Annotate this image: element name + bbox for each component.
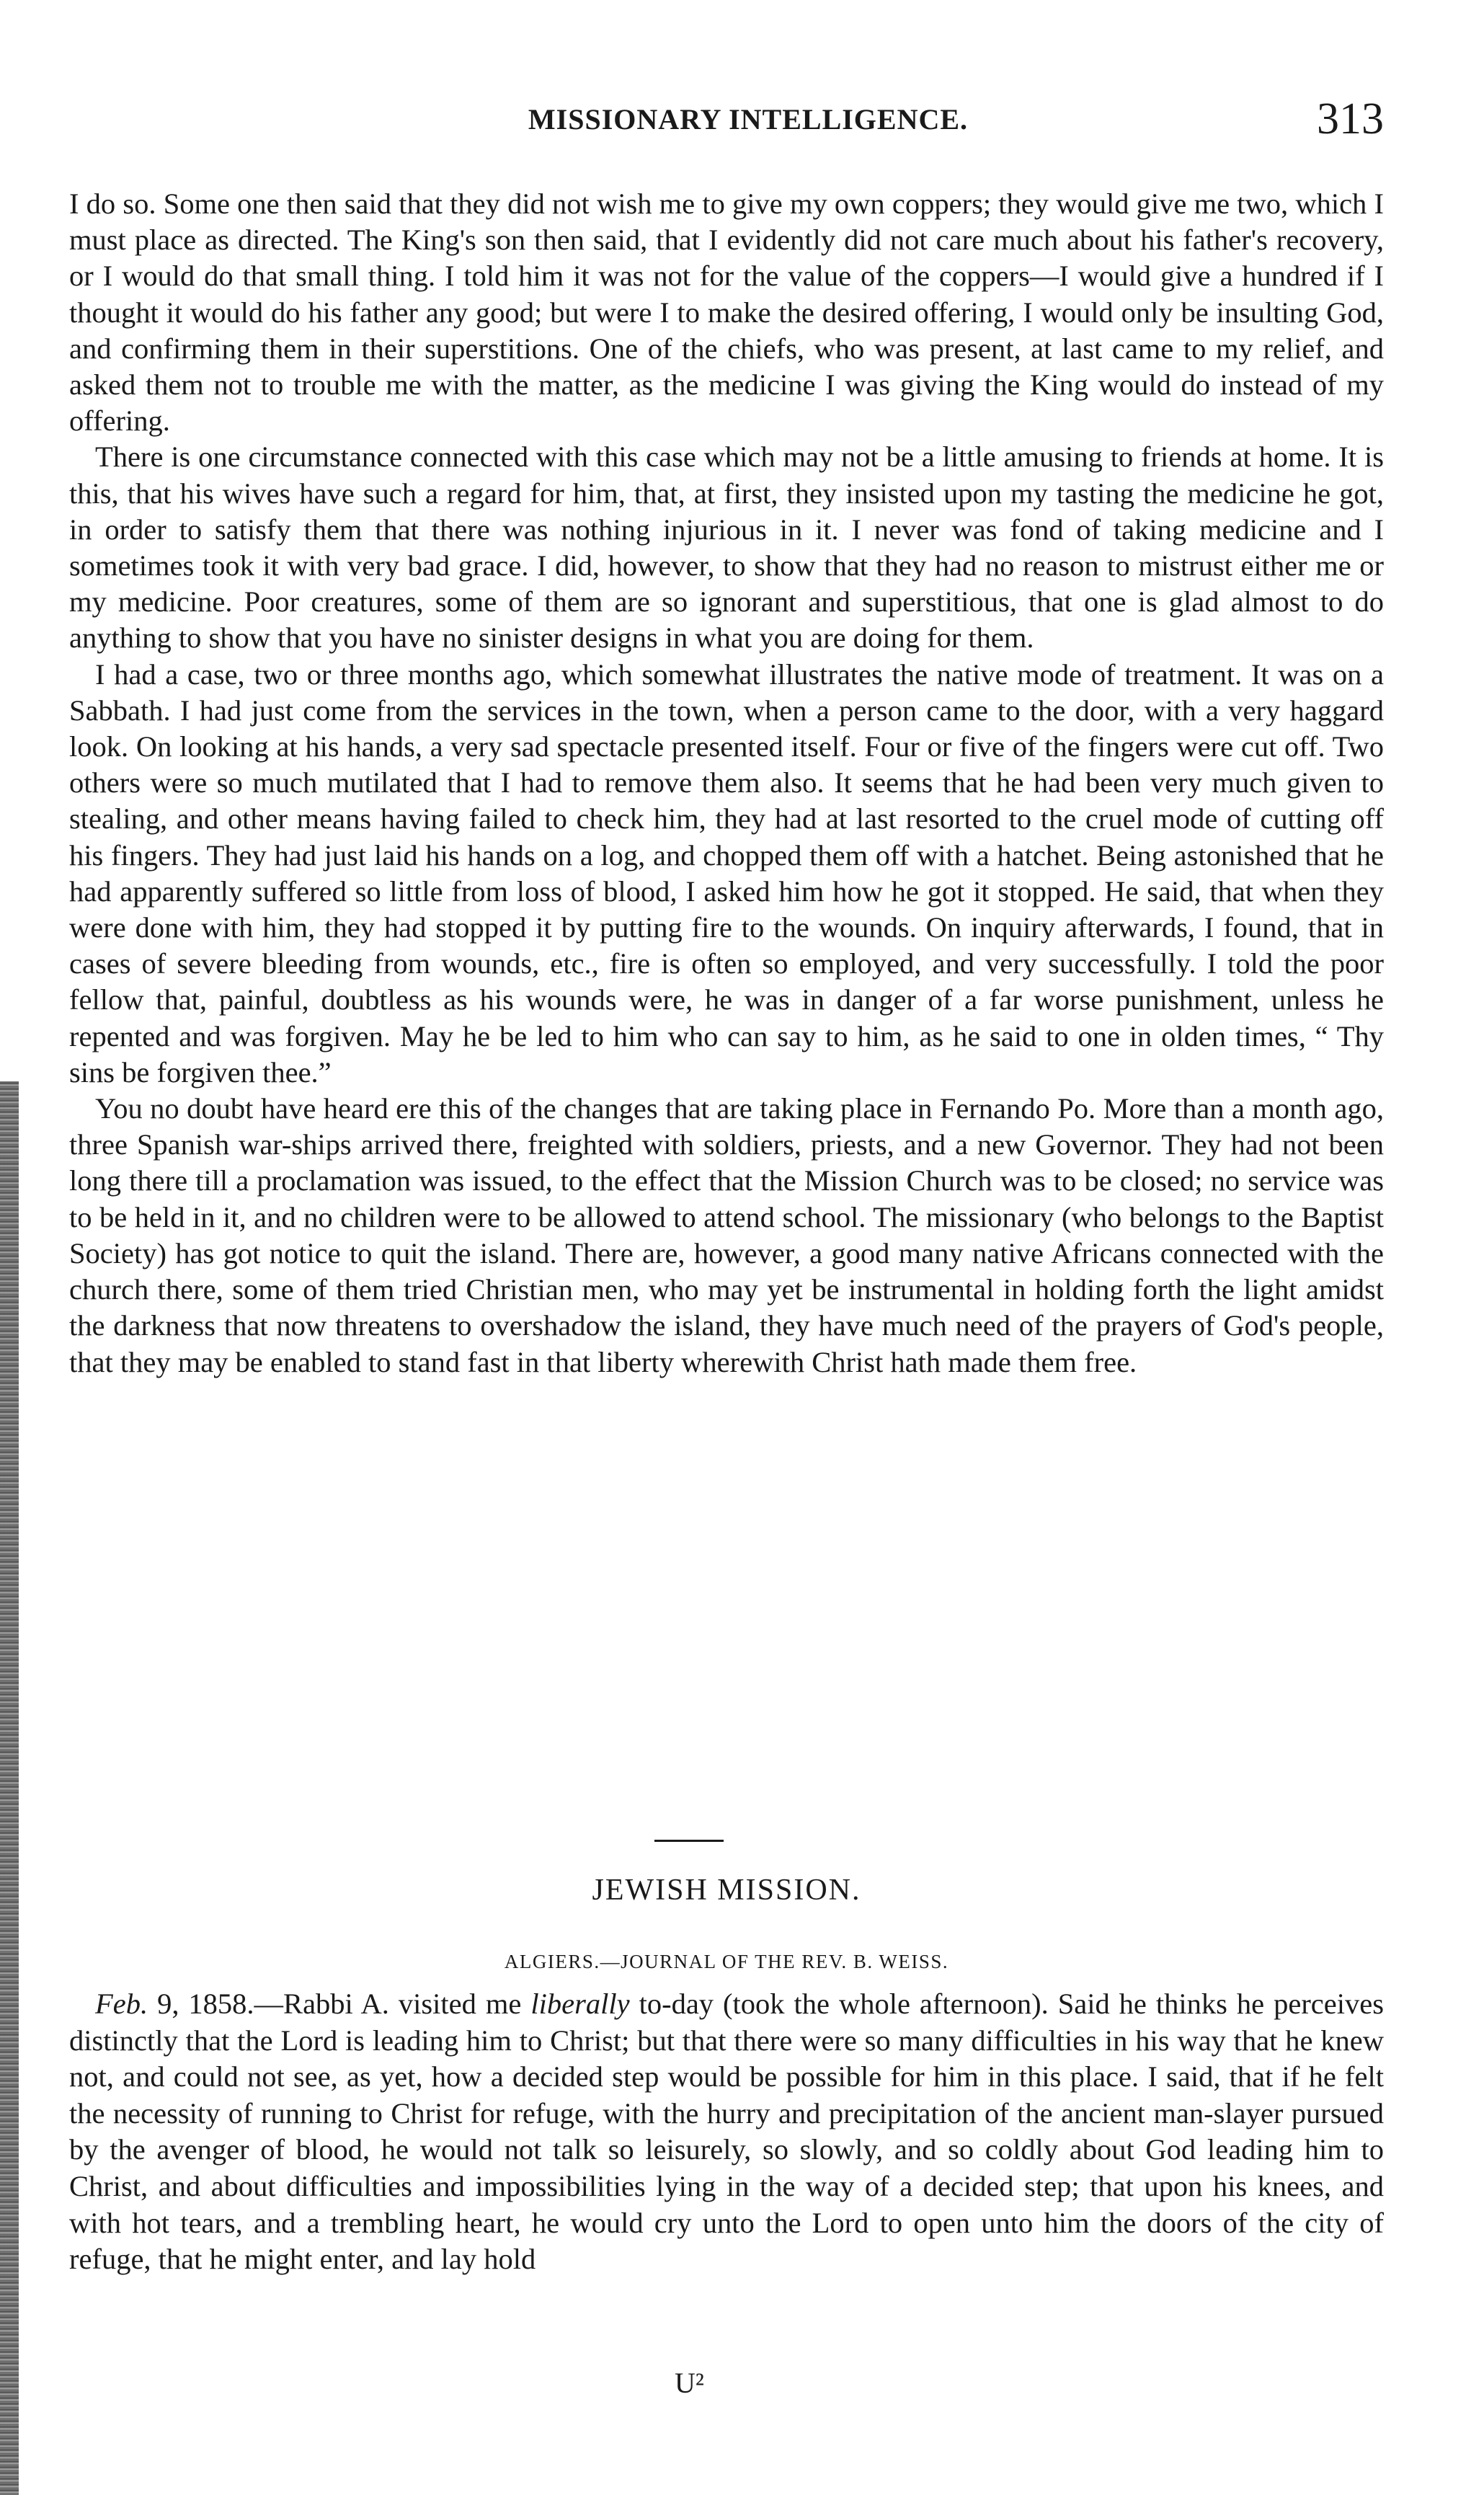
page-number: 313 xyxy=(1317,94,1384,143)
entry-date: Feb. xyxy=(95,1987,148,2020)
entry-text-start: 9, 1858.—Rabbi A. visited me xyxy=(148,1987,531,2020)
journal-title: ALGIERS.—JOURNAL OF THE REV. B. WEISS. xyxy=(504,1951,949,1972)
body-text xyxy=(69,186,1384,1381)
page-binding-edge xyxy=(0,1081,19,2495)
signature-mark: U² xyxy=(675,2367,704,2399)
paragraph: There is one circumstance connected with this case which may not be a little amusing to friends at home. It is this, that his wives have such a regard for him, that, at first, they insisted upon my tasting the medicine he got, in order to satisfy them that there was nothing injurious in it. I never was fond of taking medicine and I sometimes took it with very bad grace. I did, however, to show that they had no reason to mistrust either me or my medicine. Poor creatures, some of them are so ignorant and superstitious, that one is glad almost to do anything to show that you have no sinister designs in what you are doing for them. xyxy=(69,440,1384,655)
running-title: MISSIONARY INTELLIGENCE. xyxy=(528,103,969,136)
entry-italic-word: liberally xyxy=(530,1987,630,2020)
journal-entry xyxy=(69,1986,1384,2278)
page-header xyxy=(69,94,1384,159)
paragraph: I had a case, two or three months ago, which somewhat illustrates the native mode of treatment. It was on a Sabbath. I had just come from the services in the town, when a person came to the door, with a very haggard look. On looking at his hands, a very sad spectacle presented itself. Four or five of the fingers were cut off. Two others were so much mutilated that I had to remove them also. It seems that he had been very much given to stealing, and other means having failed to check him, they had at last resorted to the cruel mode of cutting off his fingers. They had just laid his hands on a log, and chopped them off with a hatchet. Being astonished that he had apparently suffered so little from loss of blood, I asked him how he got it stopped. He said, that when they were done with him, they had stopped it by putting fire to the wounds. On inquiry afterwards, I found, that in cases of severe bleeding from wounds, etc., fire is often so employed, and very successfully. I told the poor fellow that, painful, doubtless as his wounds were, he was in danger of a far worse punishment, unless he repented and was forgiven. May he be led to him who can say to him, as he said to one in olden times, “ Thy sins be forgiven thee.” xyxy=(69,657,1384,1089)
paragraph: You no doubt have heard ere this of the changes that are taking place in Fernando Po. More than a month ago, three Spanish war-ships arrived there, freighted with soldiers, priests, and a new Governor. They had not been long there till a proclamation was issued, to the effect that the Mission Church was to be closed; no service was to be held in it, and no children were to be allowed to attend school. The missionary (who belongs to the Baptist Society) has got notice to quit the island. There are, however, a good many native Africans connected with the church there, some of them tried Christian men, who may yet be instrumental in holding forth the light amidst the darkness that now threatens to overshadow the island, they have much need of the prayers of God's people, that they may be enabled to stand fast in that liberty wherewith Christ hath made them free. xyxy=(69,1092,1384,1378)
paragraph: I do so. Some one then said that they did not wish me to give my own coppers; they would give me two, which I must place as directed. The King's son then said, that I evidently did not care much about his father's recovery, or I would do that small thing. I told him it was not for the value of the coppers—I would give a hundred if I thought it would do his father any good; but were I to make the desired offering, I would only be insulting God, and confirming them in their superstitions. One of the chiefs, who was present, at last came to my relief, and asked them not to trouble me with the matter, as the medicine I was giving the King would do instead of my offering. xyxy=(69,187,1384,438)
journal-entry-paragraph xyxy=(69,1986,1384,2278)
section-title: JEWISH MISSION. xyxy=(592,1874,861,1907)
entry-text-rest: to-day (took the whole afternoon). Said he thinks he perceives distinctly that the Lord is leading him to Christ; but that there were so many difficulties in his way that he knew not, and could not see, as yet, how a decided step would be possible for him in this place. I said, that if he felt the necessity of running to Christ for refuge, with the hurry and precipitation of the ancient man-slayer pursued by the avenger of blood, he would not talk so leisurely, so slowly, and so coldly about God leading him to Christ, and about difficulties and impossibilities lying in the way of a decided step; that upon his knees, and with hot tears, and a trembling heart, he would cry unto the Lord to open unto him the doors of the city of refuge, that he might enter, and lay hold xyxy=(69,1987,1384,2276)
section-divider xyxy=(654,1840,724,1842)
